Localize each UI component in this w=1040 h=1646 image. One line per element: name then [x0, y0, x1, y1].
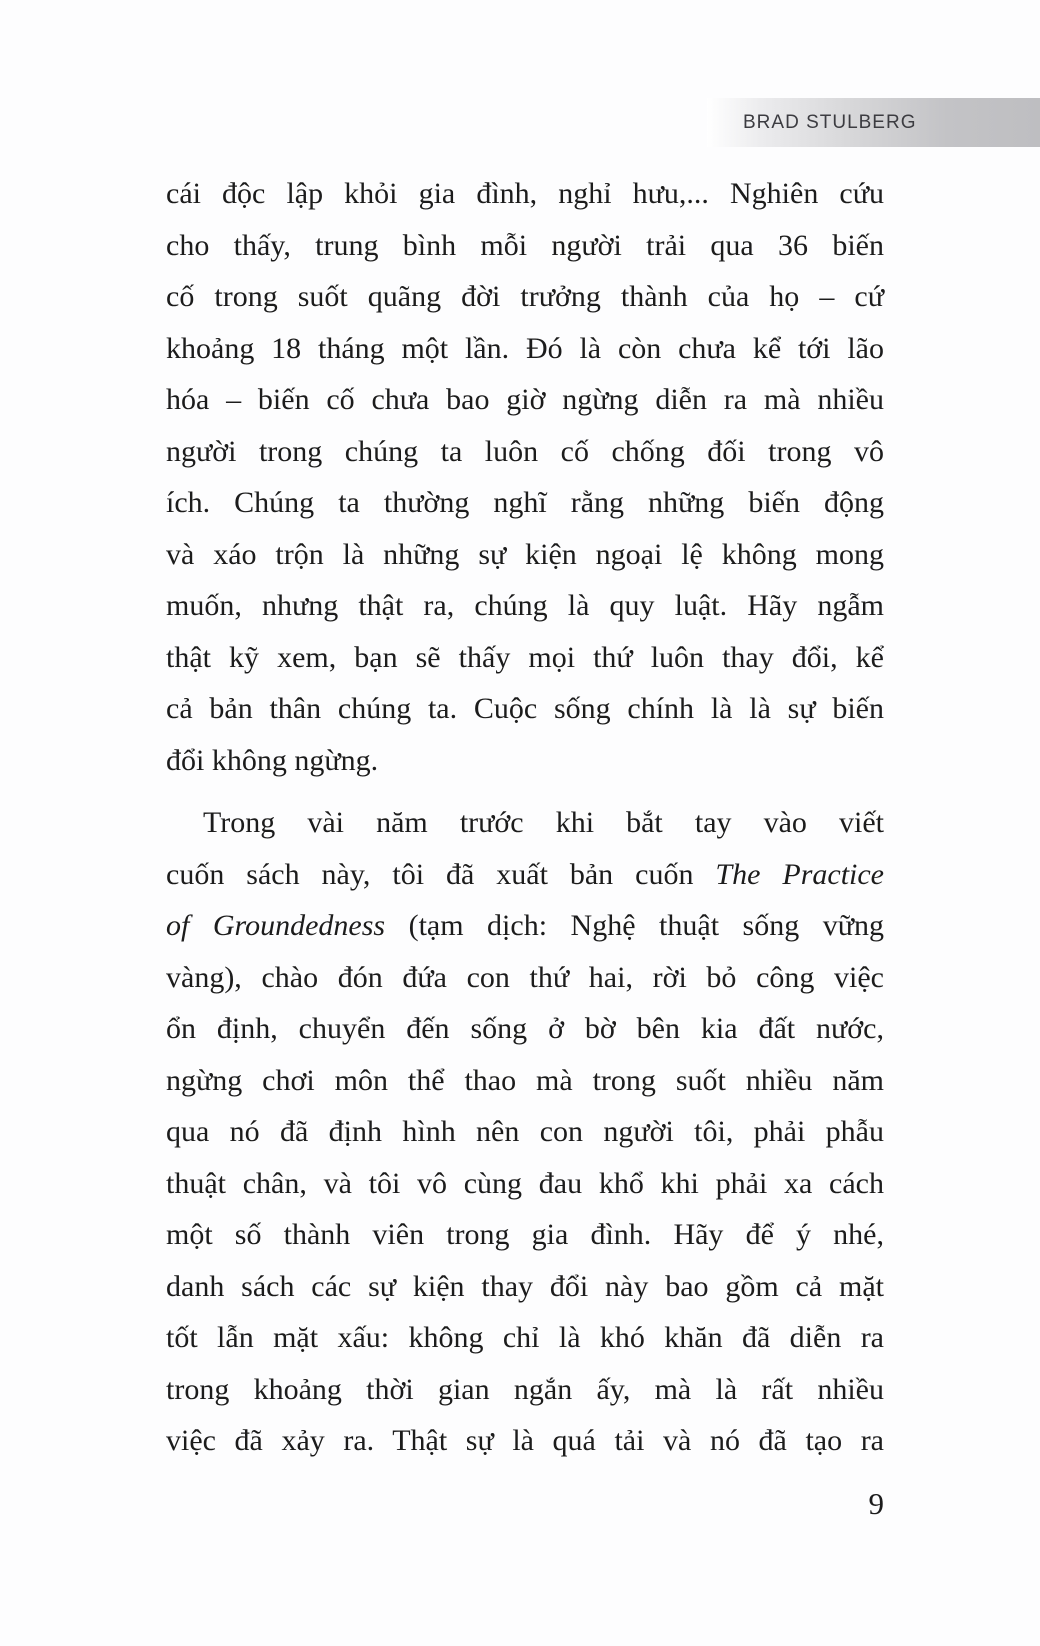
text-segment: qua nó đã định hình nên con người tôi, phải phẫu	[166, 1115, 884, 1148]
text-segment: vàng), chào đón đứa con thứ hai, rời bỏ công việc	[166, 960, 884, 994]
text-line	[166, 797, 884, 849]
text-line	[166, 632, 884, 684]
text-line	[166, 580, 884, 632]
text-line	[166, 1003, 884, 1055]
text-segment: người trong chúng ta luôn cố chống đối trong vô	[166, 434, 884, 468]
text-segment: thật kỹ xem, bạn sẽ thấy mọi thứ luôn thay đổi, kể	[166, 640, 884, 674]
text-line	[166, 1106, 884, 1158]
text-line	[166, 1209, 884, 1261]
text-segment: ích. Chúng ta thường nghĩ rằng những biến động	[166, 486, 884, 519]
text-line	[166, 735, 884, 787]
text-line	[166, 426, 884, 478]
text-segment: đổi không ngừng.	[166, 743, 379, 777]
text-segment: thuật chân, và tôi vô cùng đau khổ khi phải xa cách	[166, 1166, 884, 1200]
text-line	[166, 1261, 884, 1313]
text-segment: tốt lẫn mặt xấu: không chỉ là khó khăn đã diễn ra	[166, 1321, 884, 1354]
text-line	[166, 683, 884, 735]
text-segment: cái độc lập khỏi gia đình, nghỉ hưu,... Nghiên cứu	[166, 177, 884, 210]
text-segment: khoảng 18 tháng một lần. Đó là còn chưa kể tới lão	[166, 331, 884, 365]
text-segment: danh sách các sự kiện thay đổi này bao gồm cả mặt	[166, 1269, 884, 1303]
text-line	[166, 168, 884, 220]
text-segment: hóa – biến cố chưa bao giờ ngừng diễn ra mà nhiều	[166, 383, 884, 416]
text-segment: muốn, nhưng thật ra, chúng là quy luật. Hãy ngẫm	[166, 589, 884, 622]
text-segment: việc đã xảy ra. Thật sự là quá tải và nó đã tạo ra	[166, 1424, 884, 1457]
text-line	[166, 900, 884, 952]
paragraph	[166, 168, 884, 786]
text-segment: trong khoảng thời gian ngắn ấy, mà là rất nhiều	[166, 1372, 884, 1406]
author-name: BRAD STULBERG	[743, 111, 917, 133]
text-line	[166, 477, 884, 529]
text-segment: cả bản thân chúng ta. Cuộc sống chính là là sự biến	[166, 692, 884, 725]
text-line	[166, 1158, 884, 1210]
text-line	[166, 1055, 884, 1107]
text-line	[166, 374, 884, 426]
text-segment: cố trong suốt quãng đời trưởng thành của họ – cứ	[166, 280, 884, 313]
text-line	[166, 323, 884, 375]
book-title-italic: of Groundedness	[166, 909, 386, 942]
page-body	[166, 168, 884, 1467]
text-line	[166, 1415, 884, 1467]
text-segment: Trong vài năm trước khi bắt tay vào viết	[203, 806, 884, 839]
page-number: 9	[868, 1486, 884, 1521]
text-line	[166, 849, 884, 901]
text-line	[166, 952, 884, 1004]
book-title-italic: The Practice	[715, 857, 884, 891]
text-segment: cuốn sách này, tôi đã xuất bản cuốn	[166, 857, 716, 891]
text-line	[166, 1364, 884, 1416]
text-line	[166, 1312, 884, 1364]
running-header-bar	[707, 98, 1040, 147]
paragraph	[166, 797, 884, 1467]
text-segment: ngừng chơi môn thể thao mà trong suốt nhiều năm	[166, 1063, 884, 1097]
text-segment: ổn định, chuyển đến sống ở bờ bên kia đất nước,	[166, 1012, 884, 1045]
text-line	[166, 529, 884, 581]
text-segment: (tạm dịch: Nghệ thuật sống vững	[385, 909, 884, 942]
text-line	[166, 220, 884, 272]
text-line	[166, 271, 884, 323]
text-segment: và xáo trộn là những sự kiện ngoại lệ không mong	[166, 537, 884, 571]
text-segment: một số thành viên trong gia đình. Hãy để ý nhé,	[166, 1218, 884, 1251]
text-segment: cho thấy, trung bình mỗi người trải qua 36 biến	[166, 228, 884, 262]
